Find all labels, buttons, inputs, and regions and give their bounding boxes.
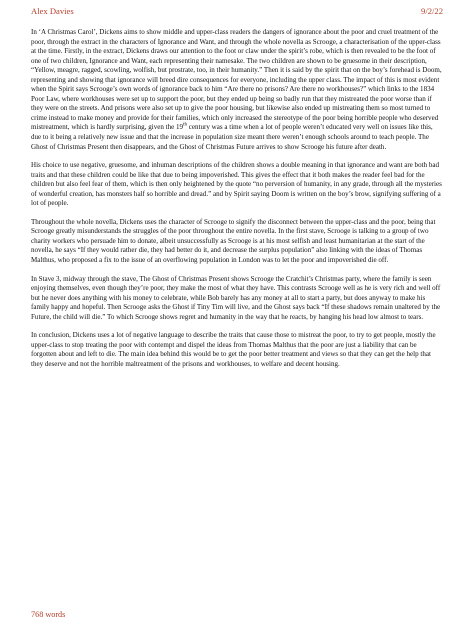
paragraph-1-text-cont: century was a time when a lot of people weren’t educated very well on issues like this, due to it being a relatively new issue and that the increase in population size meant there weren’t enough schools around to teach people. The Ghost of Christmas Present then disappears, and the Ghost of Christmas Future arrives to show Scrooge his future after death. bbox=[31, 123, 433, 151]
paragraph-5: In conclusion, Dickens uses a lot of negative language to describe the traits that cause those to mistreat the poor, to try to get people, mostly the upper-class to stop treating the poor with contempt and dispel the ideas from Thomas Malthus that the poor are just a liability that can be forgotten about and left to die. The main idea behind this would be to get the poor better treatment and views so that they can get the help that they deserve and not the horrible maltreatment of the prisons and workhouses, to welfare and decent housing. bbox=[31, 331, 436, 368]
ordinal-suffix: th bbox=[183, 123, 187, 129]
page-header bbox=[31, 6, 443, 17]
paragraph-4: In Stave 3, midway through the stave, The Ghost of Christmas Present shows Scrooge the Cratchit’s Christmas party, where the family is seen enjoying themselves, even though they’re poor, they make the most of what they have. This contrasts Scrooge well as he is very rich and well off but he never does anything with his money to celebrate, while Bob barely has any money at all to start a party, but does anyway to make his family happy and hopeful. Then Scrooge asks the Ghost if Tiny Tim will live, and the Ghost says back “If these shadows remain unaltered by the Future, the child will die.” To which Scrooge shows regret and humanity in the way that he reacts, by hanging his head low almost to tears. bbox=[31, 274, 441, 321]
paragraph-2: His choice to use negative, gruesome, and inhuman descriptions of the children shows a double meaning in that ignorance and want are both bad traits and that these children could be like that due to being impoverished. This gives the effect that it both makes the reader feel bad for the children but also feel fear of them, which is then only heightened by the quote “no perversion of humanity, in any grade, through all the mysteries of wonderful creation, has monsters half so horrible and dread.” and by Spirit saying Doom is written on the boy’s brow, signifying suffering of a lot of people. bbox=[31, 161, 442, 208]
paragraph-1 bbox=[31, 28, 444, 152]
paragraph-1-text: In ‘A Christmas Carol’, Dickens aims to show middle and upper-class readers the dangers of ignorance about the poor and cruel treatment of the poor, through the extract in the characters of Ignorance and Want, and through the whole novella as Scrooge, a characterisation of the upper-class at the time. Firstly, in the extract, Dickens draws our attention to the foot or claw under the spirit’s robe, which is then revealed to be the foot of one of two children, Ignorance and Want, each representing their namesake. The two children are shown to be gruesome in their description, “Yellow, meagre, ragged, scowling, wolfish, but prostrate, too, in their humanity.” Then it is said by the spirit that on the boy’s forehead is Doom, representing and showing that ignorance will breed dire consequences for everyone, including the upper class. The impact of this is most evident when the Spirit says Scrooge’s own words of ignorance back to him “Are there no prisons? Are there no workhouses?” which links to the 1834 Poor Law, where workhouses were set up to support the poor, but they ended up being so badly run that they mistreated the poor worse than if they were on the streets. And prisons were also set up to give the poor housing, but likewise also ended up mistreating them so most turned to crime instead to make money and provide for their families, which only increased the stereotype of the poor being horrible people who deserved mistreatment, which is hardly surprising, given the 19 bbox=[31, 28, 442, 132]
document-date: 9/2/22 bbox=[421, 6, 443, 16]
essay-body bbox=[31, 28, 444, 379]
word-count: 768 words bbox=[31, 610, 66, 619]
paragraph-3: Throughout the whole novella, Dickens uses the character of Scrooge to signify the disconnect between the upper-class and the poor, being that Scrooge greatly misunderstands the struggles of the poor throughout the entire novella. In the first stave, Scrooge is talking to a group of two charity workers who persuade him to donate, albeit unsuccessfully as Scrooge is at his most selfish and least humanitarian at the start of the novella, he says “If they would rather die, they had better do it, and decrease the surplus population” also linking with the ideas of Thomas Malthus, who proposed a fix to the issue of an overflowing population in London was to let the poor and impoverished die off. bbox=[31, 217, 436, 265]
author-name: Alex Davies bbox=[31, 6, 74, 16]
